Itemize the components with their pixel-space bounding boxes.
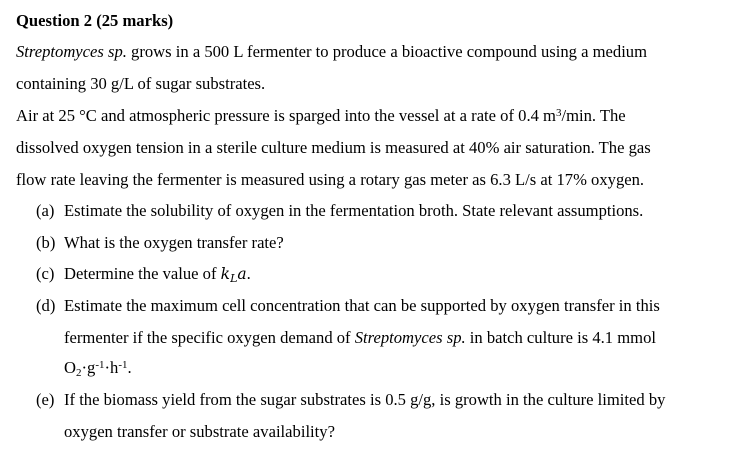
part-e-line-1 xyxy=(36,390,665,410)
air-line-1 xyxy=(16,106,626,126)
kla-a: a xyxy=(237,265,247,283)
intro-text: grows in a 500 L fermenter to produce a bioactive compound using a medium xyxy=(126,42,648,61)
part-c xyxy=(36,264,251,284)
part-c-label: (c) xyxy=(36,264,55,283)
kla-k: k xyxy=(220,265,231,283)
part-d-text-2a: fermenter if the specific oxygen demand of xyxy=(64,328,355,347)
part-c-period: . xyxy=(246,264,251,283)
intro-line-1 xyxy=(16,42,647,62)
air-line-2: dissolved oxygen tension in a sterile culture medium is measured at 40% air saturation. The gas xyxy=(16,138,651,157)
cubic-superscript: 3 xyxy=(555,107,562,119)
part-d-line-3 xyxy=(64,358,132,378)
air-text-b: /min. The xyxy=(561,106,626,125)
part-d-organism: Streptomyces sp. xyxy=(354,328,466,347)
kla-subscript: L xyxy=(230,272,238,285)
part-b-text: What is the oxygen transfer rate? xyxy=(64,233,284,252)
unit-g: ·g xyxy=(81,358,96,377)
air-text-a: Air at 25 °C and atmospheric pressure is sparged into the vessel at a rate of 0.4 m xyxy=(16,106,556,125)
part-d-line-1 xyxy=(36,296,660,316)
part-d-label: (d) xyxy=(36,296,56,315)
part-b-label: (b) xyxy=(36,233,56,252)
part-a xyxy=(36,201,643,221)
o2-o: O xyxy=(64,358,76,377)
part-d-period: . xyxy=(127,358,132,377)
part-b xyxy=(36,233,284,253)
part-d-text-1: Estimate the maximum cell concentration that can be supported by oxygen transfer in this xyxy=(64,296,660,315)
organism-name: Streptomyces sp. xyxy=(16,42,127,61)
part-d-line-2 xyxy=(64,328,656,348)
part-d-text-2b: in batch culture is 4.1 mmol xyxy=(465,328,656,347)
unit-g-exponent: -1 xyxy=(95,359,105,371)
part-e-label: (e) xyxy=(36,390,55,409)
part-a-text: Estimate the solubility of oxygen in the fermentation broth. State relevant assumptions. xyxy=(64,201,644,220)
part-e-text-1: If the biomass yield from the sugar substrates is 0.5 g/g, is growth in the culture limited by xyxy=(64,390,666,409)
intro-line-2: containing 30 g/L of sugar substrates. xyxy=(16,74,266,93)
unit-h: ·h xyxy=(104,358,119,377)
unit-h-exponent: -1 xyxy=(118,359,128,371)
question-title: Question 2 (25 marks) xyxy=(16,11,174,30)
part-a-label: (a) xyxy=(36,201,55,220)
part-e-line-2: oxygen transfer or substrate availability? xyxy=(64,422,335,441)
air-line-3: flow rate leaving the fermenter is measured using a rotary gas meter as 6.3 L/s at 17% oxygen. xyxy=(16,170,645,189)
part-c-text: Determine the value of xyxy=(64,264,221,283)
o2-subscript: 2 xyxy=(75,367,82,379)
kla-symbol xyxy=(221,265,247,283)
